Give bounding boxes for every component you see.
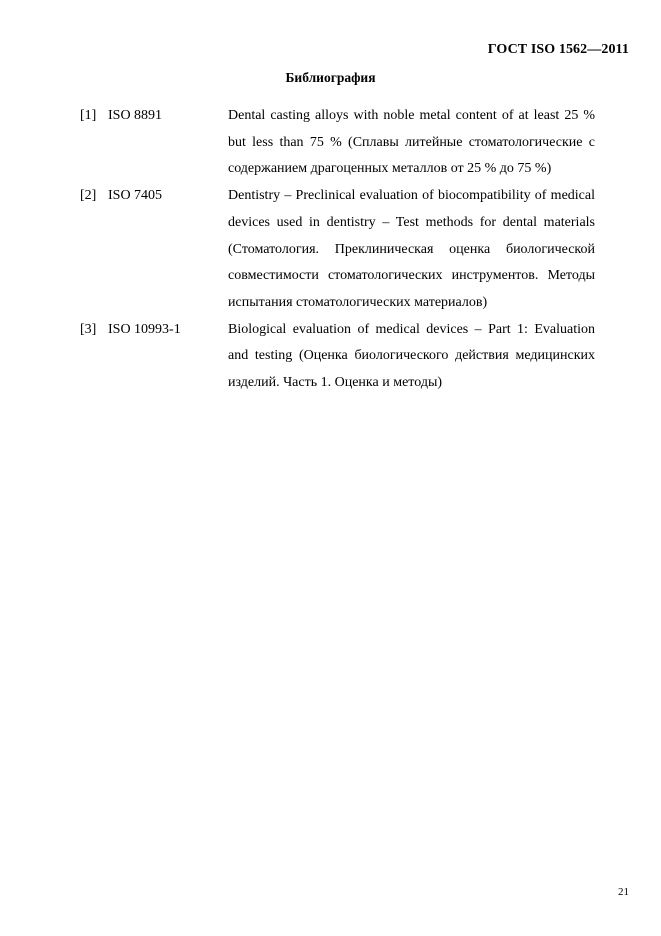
entry-standard-code: ISO 10993-1 [108, 321, 181, 337]
entry-number: [2] [80, 188, 97, 204]
entry-description: Dentistry – Preclinical evaluation of biocompatibility of medical devices used in dentistry – Test methods for dental materials (Стоматология. Преклиническая оценка биологической совместимости стоматологических инструментов. Методы испытания стоматологических материалов) [228, 188, 595, 310]
entry-description: Dental casting alloys with noble metal content of at least 25 % but less than 75 % (Сплавы литейные стоматологические с содержанием драгоценных металлов от 25 % до 75 %) [228, 108, 595, 177]
page-title: Библиография [285, 70, 376, 85]
entry-number: [3] [80, 321, 97, 337]
bibliography-list [80, 103, 595, 397]
bibliography-entry [80, 103, 595, 183]
document-header: ГОСТ ISO 1562—2011 [487, 42, 629, 57]
entry-description: Biological evaluation of medical devices – Part 1: Evaluation and testing (Оценка биологического действия медицинских изделий. Часть 1. Оценка и методы) [228, 321, 595, 391]
entry-standard-code: ISO 8891 [108, 108, 163, 123]
page-number: 21 [618, 886, 629, 898]
entry-standard-code: ISO 7405 [108, 188, 163, 204]
bibliography-entry [80, 317, 595, 397]
entry-number: [1] [80, 108, 97, 123]
bibliography-entry [80, 183, 595, 317]
